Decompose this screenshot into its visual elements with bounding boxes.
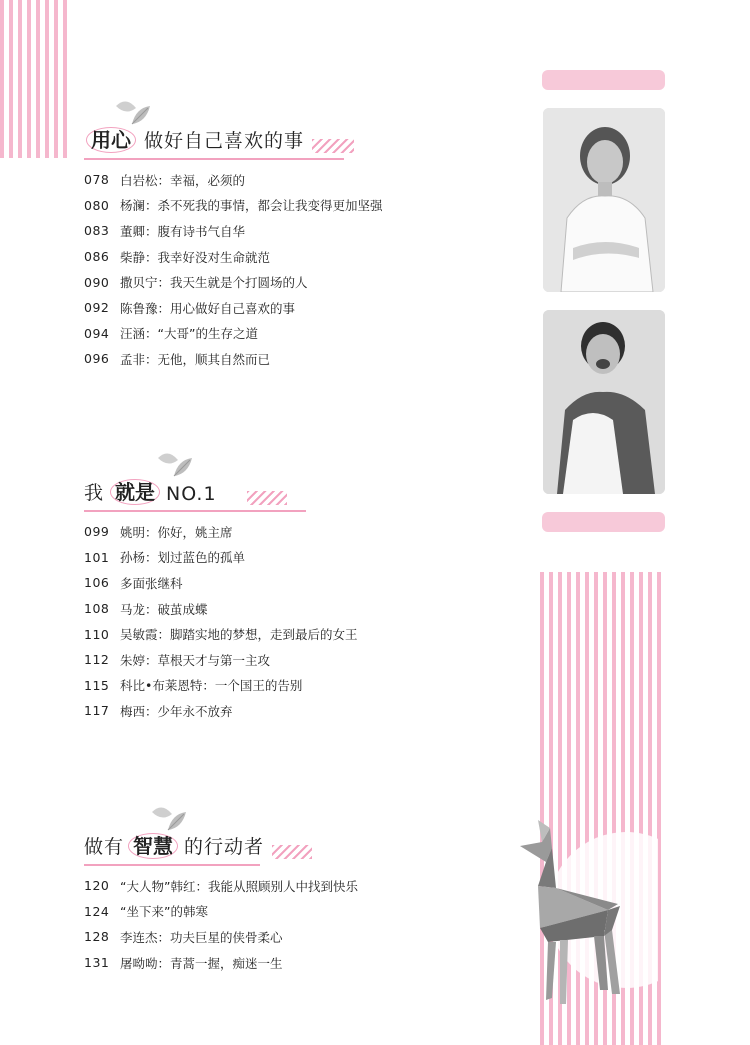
entry-title: 汪涵：“大哥”的生存之道 [120,326,258,342]
portrait-photo-man [543,310,665,494]
entry-title: 李连杰：功夫巨星的侠骨柔心 [120,929,283,945]
page-number: 112 [84,652,110,668]
page-number: 092 [84,300,110,316]
toc-entry[interactable] [84,295,383,321]
top-pink-bar [542,70,665,90]
entry-title: 姚明：你好，姚主席 [120,524,233,540]
toc-list [84,167,383,372]
entry-title: 白岩松：幸福，必须的 [120,172,246,188]
entry-title: 屠呦呦：青蒿一握，痴迷一生 [120,955,283,971]
toc-list [84,519,358,724]
section-title-accent: 用心 [86,127,136,153]
entry-title: 科比•布莱恩特：一个国王的告别 [120,678,303,694]
toc-entry[interactable] [84,673,358,699]
page-number: 131 [84,955,110,971]
page-number: 101 [84,549,110,565]
toc-entry[interactable] [84,924,358,950]
entry-title: 梅西：少年永不放弃 [120,703,233,719]
entry-title: 董卿：腹有诗书气自华 [120,223,246,239]
toc-entry[interactable] [84,647,358,673]
page-number: 128 [84,929,110,945]
section-title-accent: 智慧 [128,833,178,859]
title-stripe-decoration [312,139,354,153]
entry-title: 撒贝宁：我天生就是个打圆场的人 [120,275,308,291]
page-number: 096 [84,351,110,367]
toc-entry[interactable] [84,596,358,622]
page-number: 117 [84,703,110,719]
section-title-prefix: 我 [84,482,105,504]
middle-pink-bar [542,512,665,532]
toc-entry[interactable] [84,321,383,347]
toc-entry[interactable] [84,519,358,545]
toc-entry[interactable] [84,167,383,193]
page-number: 078 [84,172,110,188]
section-title-accent: 就是 [110,479,160,505]
toc-entry[interactable] [84,193,383,219]
title-underline [84,158,344,160]
title-stripe-decoration [247,491,287,505]
entry-title: 陈鲁豫：用心做好自己喜欢的事 [120,300,296,316]
toc-entry[interactable] [84,621,358,647]
page-number: 086 [84,249,110,265]
toc-entry[interactable] [84,873,358,899]
toc-entry[interactable] [84,269,383,295]
entry-title: 多面张继科 [120,575,183,591]
entry-title: 柴静：我幸好没对生命就范 [120,249,271,265]
entry-title: 杨澜：杀不死我的事情，都会让我变得更加坚强 [120,198,383,214]
page-number: 083 [84,223,110,239]
toc-entry[interactable] [84,218,383,244]
section-title-text: 做好自己喜欢的事 [144,130,305,152]
entry-title: 朱婷：草根天才与第一主攻 [120,652,271,668]
toc-entry[interactable] [84,899,358,925]
page-number: 110 [84,626,110,642]
page-number: 106 [84,575,110,591]
title-underline [84,864,260,866]
page-number: 120 [84,878,110,894]
entry-title: 吴敏霞：脚踏实地的梦想，走到最后的女王 [120,627,358,643]
entry-title: “大人物”韩红：我能从照顾别人中找到快乐 [120,878,358,894]
page-number: 099 [84,524,110,540]
top-left-stripes [0,0,72,158]
section-2 [84,446,504,726]
title-underline [84,510,306,512]
section-title [84,832,312,859]
portrait-photo-woman [543,108,665,292]
toc-entry[interactable] [84,244,383,270]
toc-list [84,873,358,975]
section-3 [84,800,504,980]
title-stripe-decoration [272,845,312,859]
page-number: 094 [84,325,110,341]
entry-title: 马龙：破茧成蝶 [120,601,208,617]
toc-entry[interactable] [84,950,358,976]
toc-entry[interactable] [84,698,358,724]
section-title-text: 的行动者 [184,836,265,858]
toc-entry[interactable] [84,570,358,596]
page-number: 090 [84,274,110,290]
entry-title: 孟非：无他，顺其自然而已 [120,351,271,367]
entry-title: “坐下来”的韩寒 [120,904,208,920]
section-title [84,126,354,153]
entry-title: 孙杨：划过蓝色的孤单 [120,550,246,566]
toc-entry[interactable] [84,346,383,372]
section-title [84,478,287,505]
origami-deer-illustration [508,818,658,1018]
page-number: 124 [84,903,110,919]
section-title-text: NO.1 [166,483,217,505]
toc-entry[interactable] [84,545,358,571]
page-number: 080 [84,197,110,213]
page-number: 115 [84,677,110,693]
section-title-prefix: 做有 [84,836,125,858]
page-number: 108 [84,601,110,617]
section-1 [84,94,504,374]
